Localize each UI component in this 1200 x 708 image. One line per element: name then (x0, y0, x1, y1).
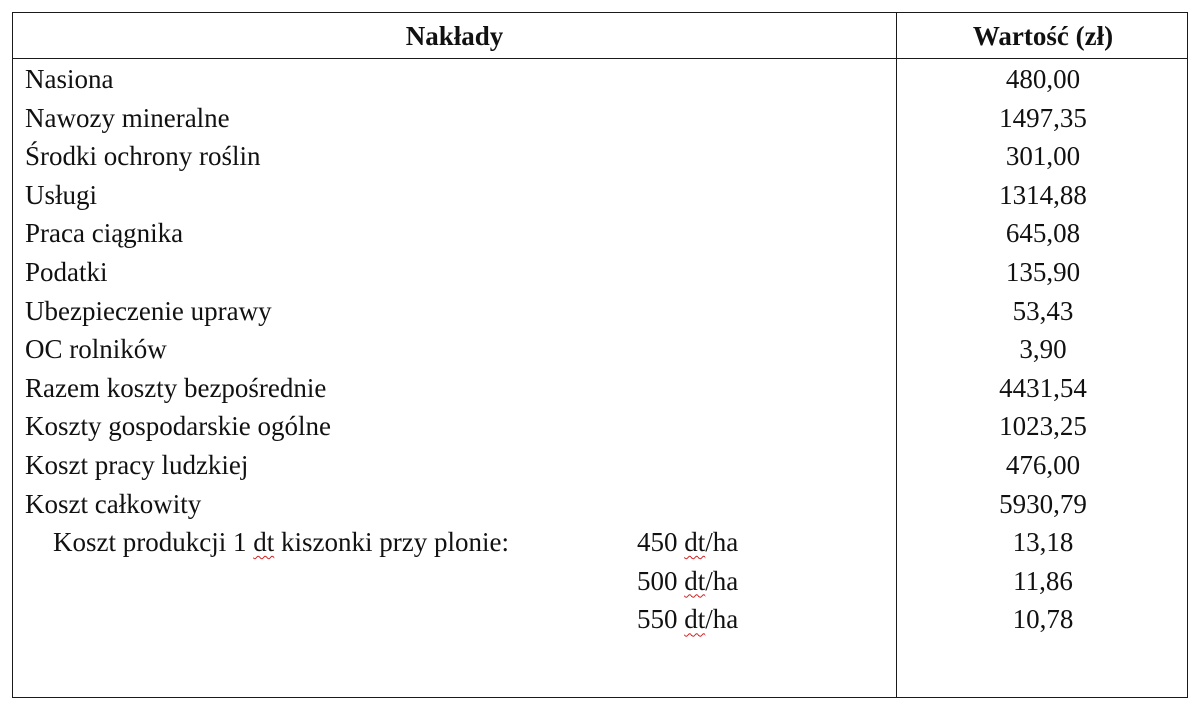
table-row (13, 485, 1187, 524)
row-label: Środki ochrony roślin (25, 141, 261, 172)
table-row (13, 253, 1187, 292)
row-label: Koszty gospodarskie ogólne (25, 411, 331, 442)
yield-unit: dt (684, 565, 706, 596)
row-label: Nawozy mineralne (25, 102, 230, 133)
row-value: 645,08 (1005, 218, 1081, 249)
row-value: 5930,79 (999, 488, 1087, 519)
row-label: Praca ciągnika (25, 218, 184, 249)
production-cost-suffix: kiszonki przy plonie: (274, 527, 509, 558)
table-header-row (13, 13, 1187, 59)
row-label: Koszt pracy ludzkiej (25, 449, 249, 480)
row-value: 1497,35 (999, 102, 1087, 133)
yield-cost-value: 10,78 (1012, 604, 1074, 635)
production-cost-row (13, 562, 1187, 601)
yield-unit: dt (684, 604, 706, 635)
table-body (13, 60, 1187, 639)
yield-cost-value: 11,86 (1013, 565, 1073, 596)
yield-label (637, 600, 738, 639)
row-value: 1314,88 (999, 179, 1087, 210)
table-row (13, 292, 1187, 331)
header-value: Wartość (zł) (972, 21, 1114, 51)
table-row (13, 407, 1187, 446)
row-value: 476,00 (1005, 449, 1081, 480)
yield-per: /ha (705, 604, 739, 635)
table-row (13, 214, 1187, 253)
table-row (13, 176, 1187, 215)
yield-amount: 500 (637, 565, 678, 596)
yield-per: /ha (705, 527, 739, 558)
yield-cost-value: 13,18 (1012, 527, 1074, 558)
cost-table (12, 12, 1188, 698)
row-label: Koszt całkowity (25, 488, 202, 519)
row-value: 1023,25 (999, 411, 1087, 442)
row-value: 301,00 (1005, 141, 1081, 172)
row-label: OC rolników (25, 334, 167, 365)
row-label: Ubezpieczenie uprawy (25, 295, 272, 326)
production-cost-row (13, 600, 1187, 639)
row-value: 3,90 (1019, 334, 1067, 365)
row-value: 135,90 (1005, 256, 1081, 287)
row-value: 480,00 (1005, 64, 1081, 94)
row-value: 4431,54 (999, 372, 1087, 403)
header-inputs: Nakłady (405, 21, 504, 51)
production-cost-row (13, 523, 1187, 562)
yield-amount: 450 (637, 527, 678, 558)
row-label: Nasiona (25, 64, 114, 94)
yield-unit: dt (684, 527, 706, 558)
yield-amount: 550 (637, 604, 678, 635)
row-label: Usługi (25, 179, 98, 210)
yield-label (637, 523, 738, 562)
unit-dt: dt (253, 527, 275, 558)
row-label: Podatki (25, 256, 108, 287)
table-row (13, 369, 1187, 408)
production-cost-prefix: Koszt produkcji 1 (53, 527, 254, 558)
yield-per: /ha (705, 565, 739, 596)
table-row (13, 330, 1187, 369)
table-row (13, 99, 1187, 138)
yield-label (637, 562, 738, 601)
row-value: 53,43 (1012, 295, 1074, 326)
production-cost-label (53, 523, 509, 562)
table-row (13, 446, 1187, 485)
table-row (13, 137, 1187, 176)
table-row (13, 60, 1187, 99)
row-label: Razem koszty bezpośrednie (25, 372, 327, 403)
